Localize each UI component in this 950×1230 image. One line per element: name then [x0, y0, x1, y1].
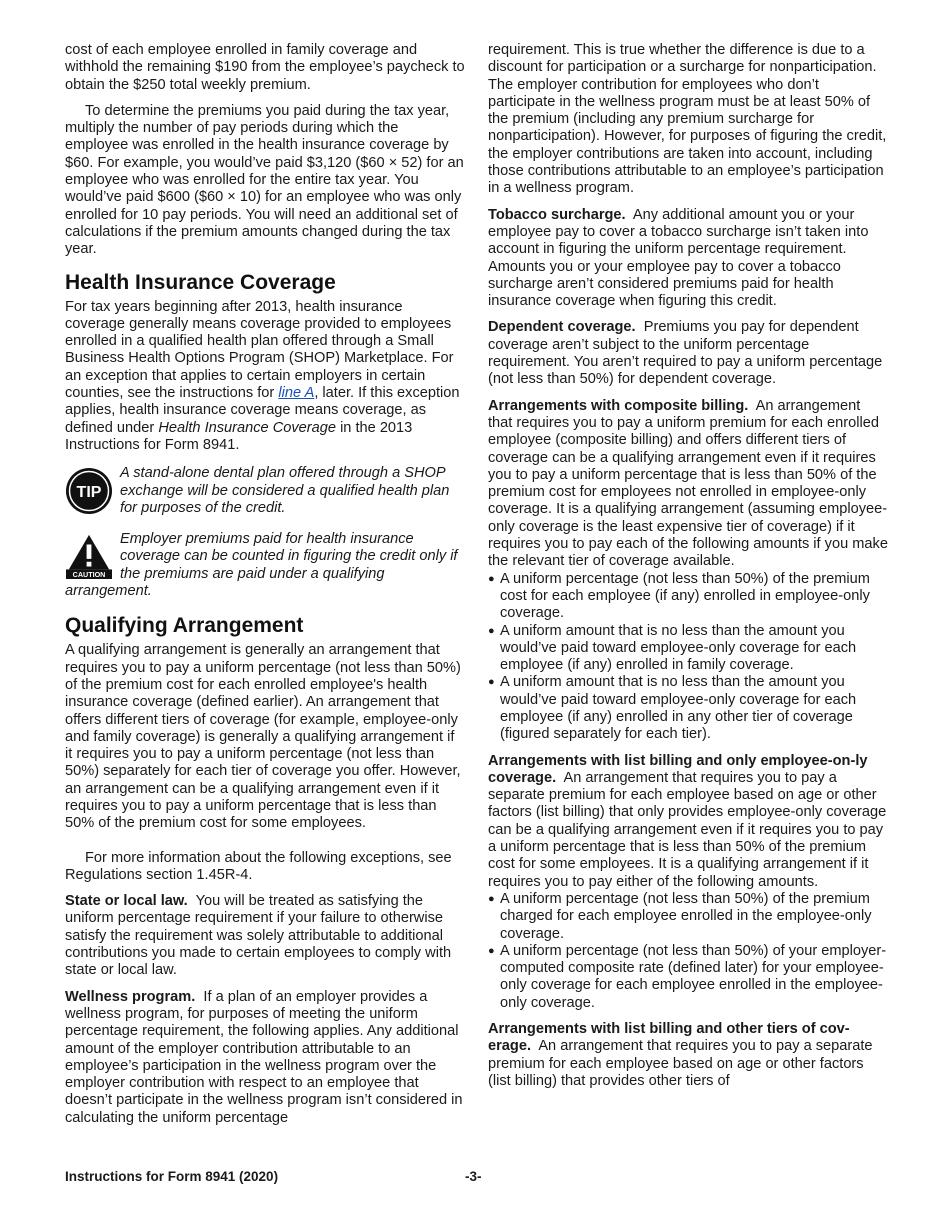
paragraph-determine-premiums: To determine the premiums you paid during the tax year, multiply the number of pay periods during which the employee was enrolled in the health insurance coverage by $60. For example, you would’ve paid $3,120 ($60 × 52) for an employee who was enrolled for the entire tax year. You would’ve paid $600 ($60 × 10) for an employee who was only enrolled for 10 pay periods. You will need an additional set of calculations if the premium amounts changed during the tax year. — [65, 102, 464, 258]
tip-icon — [65, 467, 113, 515]
list-billing-other-tiers-paragraph: Arrangements with list billing and other tiers of cov-erage. An arrangement that requires you to pay a separate premium for each employee based on age or other factors (list billing) that provides other tiers of — [488, 1021, 873, 1089]
wellness-program-heading: Wellness program. — [65, 988, 196, 1005]
bullet-icon: ● — [488, 572, 495, 585]
composite-billing-paragraph: Arrangements with composite billing. An arrangement that requires you to pay a uniform premium for each enrolled employee (composite billing) and offers different tiers of coverage can be a qualifying arrangement even if it requires you to pay a uniform percentage that is less than 50% of the premium cost for employees not enrolled in employee-only coverage. It is a qualifying arrangement (assuming employee-only coverage is the least expensive tier of coverage) if it requires you to pay each of the following amounts if you make the relevant tier of coverage available. — [488, 397, 888, 570]
composite-billing-list — [488, 571, 888, 744]
dependent-coverage-paragraph: Dependent coverage. Premiums you pay for dependent coverage aren’t subject to the uniform percentage requirement. You aren’t required to pay a uniform percentage (not less than 50%) for dependent coverage. — [488, 319, 883, 388]
bullet-icon: ● — [488, 676, 495, 689]
paragraph-more-info: For more information about the following exceptions, see Regulations section 1.45R-4. — [65, 849, 452, 883]
tobacco-surcharge-heading: Tobacco surcharge. — [488, 206, 626, 223]
tip-note — [65, 465, 465, 517]
left-column — [65, 42, 465, 1127]
list-billing-other-tiers-heading: Arrangements with list billing and other tiers of cov-erage. — [488, 1021, 850, 1055]
line-a-link[interactable]: line A — [278, 385, 315, 402]
right-column — [488, 42, 888, 1090]
paragraph-qualifying: A qualifying arrangement is generally an arrangement that requires you to pay a uniform percentage (not less than 50%) of the premium cost for each enrolled employee's health insurance coverage (defined earlier). An arrangement that offers different tiers of coverage (for example, employee-only and family coverage) is generally a qualifying arrangement if it requires you to pay a uniform percentage (not less than 50%) separately for each tier of coverage you offer. However, an arrangement can be a qualifying arrangement even if it requires you to pay a uniform percentage that is less than 50% of the premium cost for some employees. — [65, 642, 461, 832]
state-local-law-paragraph: State or local law. You will be treated as satisfying the uniform percentage requirement if your failure to otherwise satisfy the requirement was solely attributable to additional contributions you made to certain employees to comply with state or local law. — [65, 893, 452, 979]
bullet-icon: ● — [488, 944, 495, 957]
state-local-law-heading: State or local law. — [65, 893, 188, 910]
paragraph-wellness-continued: requirement. This is true whether the difference is due to a discount for participation or a surcharge for nonparticipation. The employer contribution for employees who don’t participate in the wellness program must be at least 50% of the premium (including any premium surcharge for nonparticipation). However, for purposes of figuring the credit, the employer contributions are taken into account, including those contributions attributable to an employee’s participation in a wellness program. — [488, 42, 887, 197]
list-item: ● A uniform amount that is no less than the amount you would’ve paid toward employee-only coverage for each employee (if any) enrolled in any other tier of coverage (figured separately for each tier). — [488, 674, 857, 743]
list-item: ● A uniform percentage (not less than 50%) of the premium charged for each employee enrolled in the employee-only coverage. — [488, 890, 872, 942]
footer-page-number: -3- — [465, 1169, 482, 1184]
caution-note — [65, 531, 465, 600]
paragraph-continued: cost of each employee enrolled in family coverage and withhold the remaining $190 from the employee’s paycheck to obtain the $250 total weekly premium. — [65, 42, 465, 93]
dependent-coverage-heading: Dependent coverage. — [488, 319, 636, 336]
svg-text:CAUTION: CAUTION — [72, 571, 106, 580]
paragraph-health-insurance: For tax years beginning after 2013, health insurance coverage generally means coverage provided to employees enrolled in a qualified health plan offered through a Small Business Health Options Program (SHOP) Marketplace. For an exception that applies to certain employers in certain counties, see the instructions for line A, later. If this exception applies, health insurance coverage means coverage, as defined under Health Insurance Coverage in the 2013 Instructions for Form 8941. — [65, 298, 460, 453]
caution-text: Employer premiums paid for health insurance coverage can be counted in figuring the credit only if the premiums are paid under a qualifying arrangement. — [65, 531, 458, 600]
list-item: ● A uniform percentage (not less than 50%) of your employer-computed composite rate (defined later) for your employee-only coverage for each employee enrolled in the employee-only coverage. — [488, 942, 887, 1011]
tobacco-surcharge-paragraph: Tobacco surcharge. Any additional amount you or your employee pay to cover a tobacco surcharge isn’t taken into account in figuring the uniform percentage requirement. Amounts you or your employee pay to cover a tobacco surcharge aren’t considered premiums paid for health insurance coverage when figuring this credit. — [488, 206, 869, 310]
bullet-icon: ● — [488, 892, 495, 905]
bullet-icon: ● — [488, 624, 495, 637]
list-billing-employee-only-paragraph: Arrangements with list billing and only employee-on-ly coverage. An arrangement that requires you to pay a separate premium for each employee based on age or other factors (list billing) that only provides employee-only coverage can be a qualifying arrangement even if it requires you to pay a uniform percentage that is less than 50% of the premium cost for some employees. It is a qualifying arrangement if it requires you to pay either of the following amounts. — [488, 752, 887, 890]
composite-billing-heading: Arrangements with composite billing. — [488, 397, 749, 414]
caution-icon — [65, 533, 113, 579]
list-item: ● A uniform percentage (not less than 50%) of the premium cost for each employee (if any) enrolled in employee-only coverage. — [488, 570, 870, 622]
list-item: ● A uniform amount that is no less than the amount you would’ve paid toward employee-only coverage for each employee (if any) enrolled in family coverage. — [488, 622, 857, 674]
footer-form-name: Instructions for Form 8941 (2020) — [65, 1169, 279, 1184]
page-footer — [65, 1168, 888, 1188]
list-billing-employee-only-list — [488, 891, 888, 1012]
wellness-program-paragraph: Wellness program. If a plan of an employer provides a wellness program, for purposes of meeting the uniform percentage requirement, the following applies. Any additional amount of the employer contribution attributable to an employee’s participation in the wellness program over the employer contribution with respect to an employee that doesn’t participate in the wellness program isn’t considered in calculating the uniform percentage — [65, 988, 463, 1126]
heading-health-insurance-coverage: Health Insurance Coverage — [65, 270, 336, 294]
heading-qualifying-arrangement: Qualifying Arrangement — [65, 614, 304, 638]
tip-text: A stand-alone dental plan offered through a SHOP exchange will be considered a qualified health plan for purposes of the credit. — [120, 465, 450, 516]
svg-text:TIP: TIP — [76, 484, 102, 502]
list-billing-employee-only-heading: Arrangements with list billing and only employee-on-ly coverage. — [488, 752, 868, 786]
